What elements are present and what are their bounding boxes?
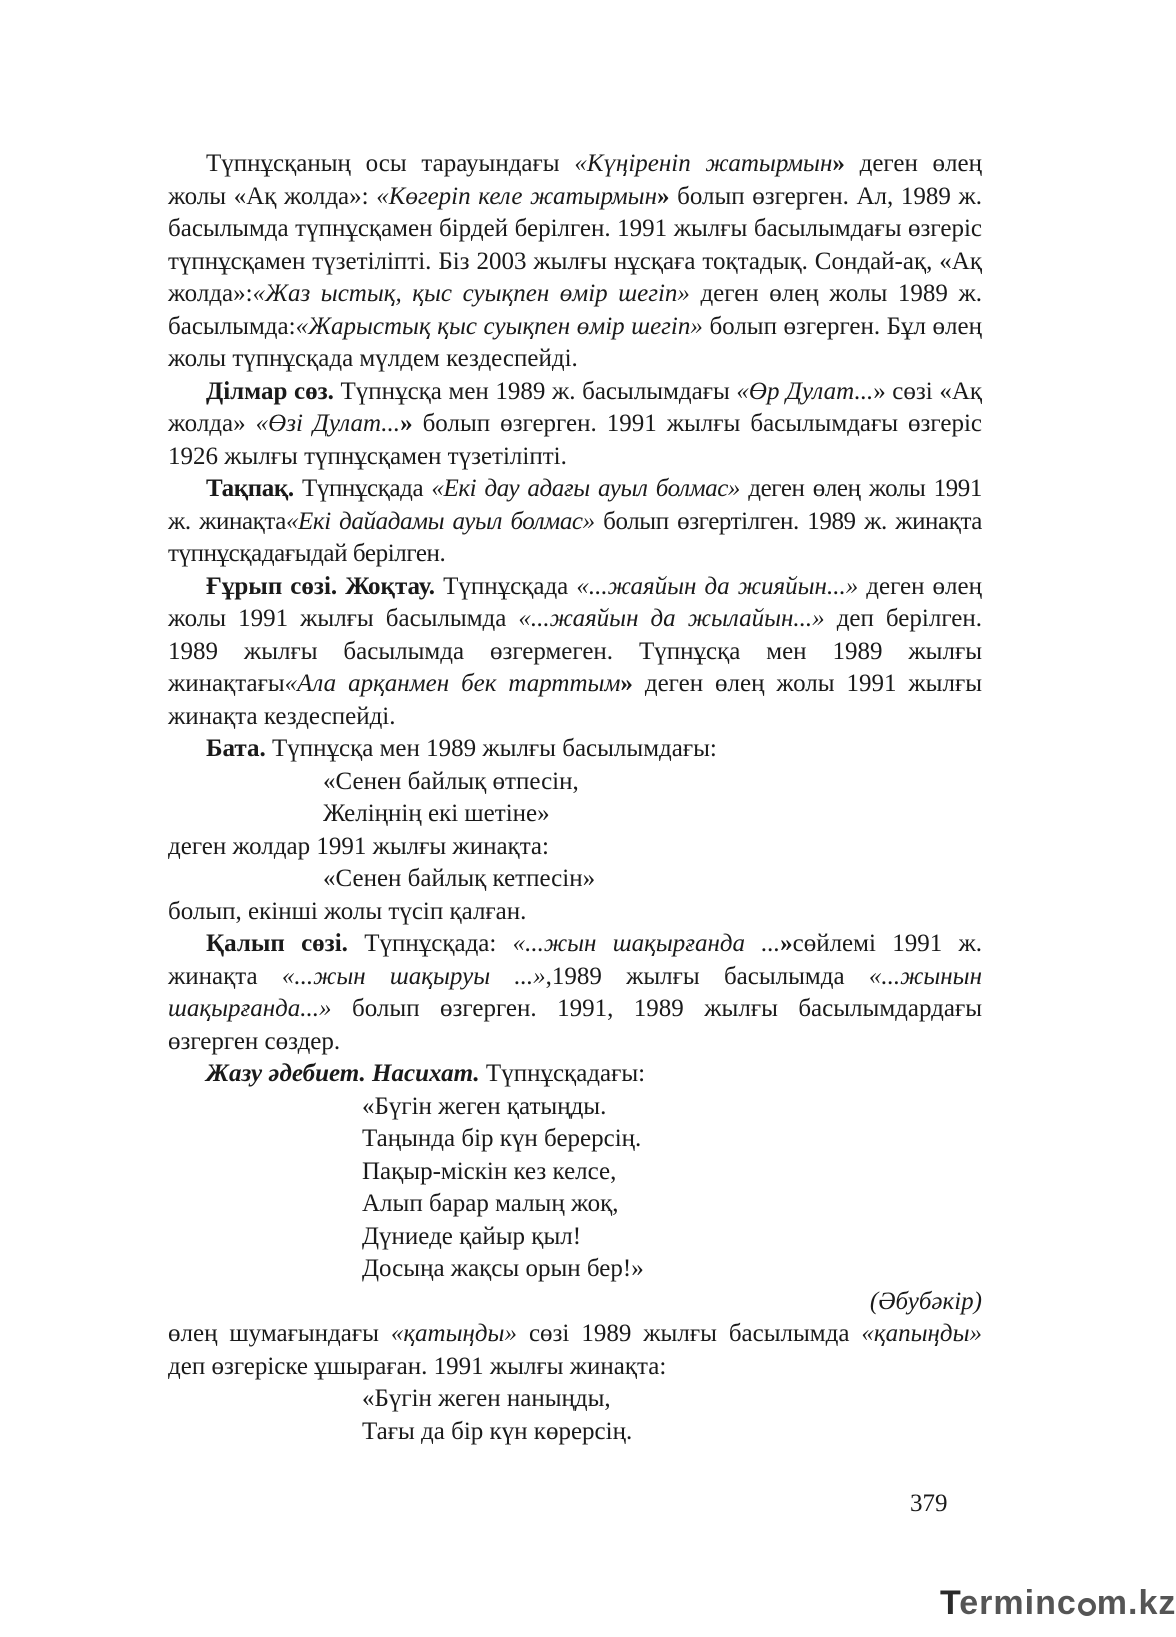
quoted-phrase: «Өр Дулат... xyxy=(736,377,874,405)
logo-letter: c xyxy=(1056,1584,1077,1622)
quoted-phrase: «қатыңды» xyxy=(390,1320,517,1347)
paragraph-dilmar-soz xyxy=(168,376,982,474)
quoted-phrase: «...жын шақыруы ...» xyxy=(281,962,546,990)
plain-line: деген жолдар 1991 жылғы жинақта: xyxy=(168,832,549,860)
text-run: болып өзгерген. 1991 жылғы басылымдағы өзгеріс 1926 жылғы түпнұсқамен түзетіліпті. xyxy=(168,410,982,470)
text-run: деген өлең жолы 1991 ж. жинақта xyxy=(168,475,982,535)
verse-line: Дүниеде қайыр қыл! xyxy=(362,1222,582,1250)
text-run: деп өзгеріске ұшыраған. 1991 жылғы жинақта: xyxy=(168,1352,667,1380)
verse-line: «Сенен байлық өтпесін, xyxy=(323,767,579,795)
quoted-phrase: «Көгеріп келе жатырмын xyxy=(376,182,657,210)
text-run: » сөзі «Ақ жолда» xyxy=(168,377,983,437)
text-run: сөйлемі 1991 ж. жинақта xyxy=(168,930,982,990)
closing-quote: » xyxy=(400,410,413,437)
text-run: өлең шумағындағы xyxy=(168,1320,391,1347)
text-run: Түпнұсқа мен 1989 жылғы басылымдағы: xyxy=(265,735,717,762)
section-heading: Тақпақ. xyxy=(206,475,294,502)
paragraph-8 xyxy=(168,1318,982,1383)
quoted-phrase: «Жаз ыстық, қыс суықпен өмір шегіп» xyxy=(252,280,690,307)
text-run: сөзі 1989 жылғы басылымда xyxy=(517,1320,862,1347)
quoted-phrase: «Ала арқанмен бек тарттым xyxy=(284,670,621,697)
paragraph-1 xyxy=(168,148,982,376)
verse-line: Желіңнің екі шетіне» xyxy=(323,800,550,827)
quoted-phrase: «Өзі Дулат... xyxy=(255,410,401,437)
section-heading: Қалып сөзі. xyxy=(206,930,348,957)
closing-quote: » xyxy=(620,670,633,697)
verse-line: Тағы да бір күн көрерсің. xyxy=(362,1417,633,1445)
text-run: Түпнұсқа мен 1989 ж. басылымдағы xyxy=(333,377,737,405)
verse-line: Пақыр-міскін кез келсе, xyxy=(362,1157,617,1185)
verse-line: «Сенен байлық кетпесін» xyxy=(323,865,596,892)
section-heading: Ғұрып сөзі. Жоқтау. xyxy=(206,572,436,600)
quoted-phrase: «Екі дайадамы ауыл болмас» xyxy=(285,507,595,535)
verse-line: «Бүгін жеген наныңды, xyxy=(362,1385,611,1412)
verse-line: Алып барар малың жоқ, xyxy=(362,1190,619,1217)
section-heading: Бата. xyxy=(206,735,266,762)
paragraph-nasikhat xyxy=(168,1058,982,1091)
text-run: болып өзгертілген. 1989 ж. жинақта түпнұсқадағыдай берілген. xyxy=(168,507,982,567)
text-run: деген өлең жолы 1991 жылғы жинақта кездеспейді. xyxy=(168,670,983,730)
verse-line: Досыңа жақсы орын бер!» xyxy=(362,1255,644,1282)
text-run: болып өзгерген. Бұл өлең жолы түпнұсқада мүлдем кездеспейді. xyxy=(168,312,982,372)
text-run: болып өзгерген. 1991, 1989 жылғы басылымдардағы өзгерген сөздер. xyxy=(168,995,982,1055)
closing-quote: » xyxy=(832,150,845,177)
text-run: деген өлең жолы «Ақ жолда»: xyxy=(168,150,982,210)
logo-text: m.kz xyxy=(1096,1584,1176,1622)
text-run: деген өлең жолы 1991 жылғы басылымда xyxy=(168,572,982,632)
text-run: деген өлең жолы 1989 ж. басылымда: xyxy=(168,280,982,340)
text-run: Түпнұсқаның осы тарауындағы xyxy=(206,150,575,177)
paragraph-kalyp-sozi xyxy=(168,928,982,1058)
quoted-phrase: «...жынын шақырғанда...» xyxy=(168,962,982,1022)
page-body xyxy=(168,148,982,1448)
termincom-watermark-logo xyxy=(940,1584,1176,1623)
paragraph-gurup-sozi xyxy=(168,571,982,734)
quoted-phrase: «...жын шақырғанда ... xyxy=(512,930,781,957)
logo-text: ermin xyxy=(959,1584,1057,1622)
paragraph-bata xyxy=(168,733,982,766)
quoted-phrase: «Екі дау адағы ауыл болмас» xyxy=(431,475,741,502)
text-run: деп берілген. 1989 жылғы басылымда өзгермеген. Түпнұсқа мен 1989 жылғы жинақтағы xyxy=(168,605,982,697)
page-number: 379 xyxy=(910,1490,948,1517)
text-run: болып өзгерген. Ал, 1989 ж. басылымда түпнұсқамен бірдей берілген. 1991 жылғы басылымдағы өзгеріс түпнұсқамен түзетіліпті. Біз 2003 жылғы нұсқаға тоқтадық. Сондай-ақ, «Ақ жолда»: xyxy=(168,182,983,307)
verse-line: Таңында бір күн берерсің. xyxy=(362,1125,642,1152)
paragraph-takpak xyxy=(168,473,982,571)
quoted-phrase: «...жаяйын да жылайын...» xyxy=(518,605,825,632)
text-run: Түпнұсқада xyxy=(435,572,577,600)
quoted-phrase: «...жаяйын да жияйын...» xyxy=(576,572,859,600)
text-run: Түпнұсқада: xyxy=(347,930,513,957)
text-run: ,1989 жылғы басылымда xyxy=(545,962,869,990)
quoted-phrase: «қапыңды» xyxy=(861,1320,982,1347)
logo-letter: T xyxy=(940,1584,960,1622)
verse-line: «Бүгін жеген қатыңды. xyxy=(362,1092,607,1120)
text-run: Түпнұсқадағы: xyxy=(479,1060,646,1087)
section-heading: Ділмар сөз. xyxy=(206,377,334,405)
closing-quote: » xyxy=(780,930,793,957)
quoted-phrase: «Жарыстық қыс суықпен өмір шегіп» xyxy=(295,312,703,340)
quoted-phrase: «Күңіреніп жатырмын xyxy=(574,150,833,177)
verse-attribution: (Әбубәкір) xyxy=(869,1287,982,1315)
text-run: Түпнұсқада xyxy=(293,475,432,502)
plain-line: болып, екінші жолы түсіп қалған. xyxy=(168,897,527,925)
closing-quote: » xyxy=(657,182,670,210)
section-heading: Жазу әдебиет. Насихат. xyxy=(206,1060,480,1087)
magnifier-icon xyxy=(1078,1598,1096,1616)
